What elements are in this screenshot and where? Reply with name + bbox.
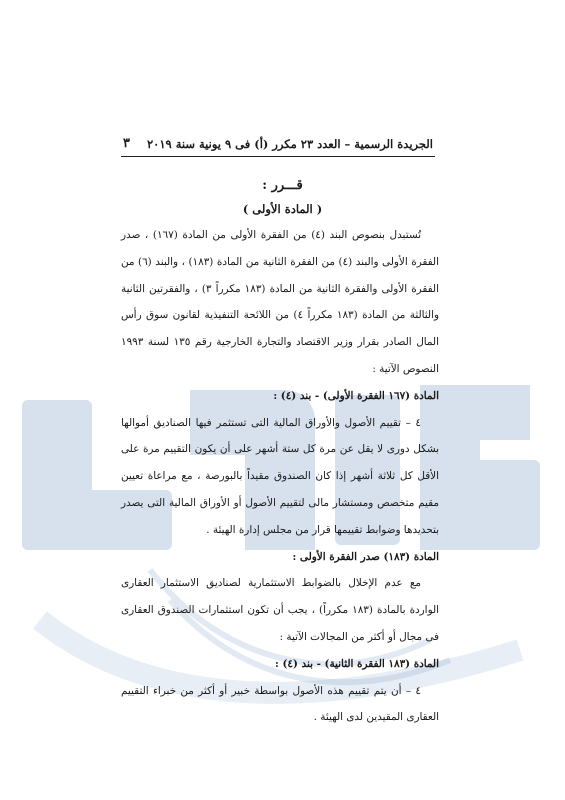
paragraph: ٤ – أن يتم تقييم هذه الأصول بواسطة خبير أو أكثر من خبراء التقييم العقارى المقيدين لدى الهيئة . [121, 684, 439, 724]
paragraph: تُستبدل بنصوص البند (٤) من الفقرة الأولى من المادة (١٦٧) ، صدر الفقرة الأولى والبند (٤) من الفقرة الثانية من المادة (١٨٣) ، والبند (٦) من الفقرة الأولى والفقرة الثانية من المادة (١٨٣ مكرراً ٣) ، والفقرتين الثانية والثالثة من المادة (١٨٣ مكرراً ٤) من اللائحة التنفيذية لقانون سوق رأس المال الصادر بقرار وزير الاقتصاد والتجارة الخارجية رقم ١٣٥ لسنة ١٩٩٣ النصوص الآتية : [121, 229, 439, 375]
running-header [123, 136, 433, 151]
article-heading: المادة (١٦٧ الفقرة الأولى) - بند (٤) : [273, 389, 439, 402]
article-heading: المادة (١٨٣ الفقرة الثانية) - بند (٤) : [275, 657, 439, 670]
gazette-issue-title: الجريدة الرسمية – العدد ٢٣ مكرر (أ) فى ٩ يونية سنة ٢٠١٩ [147, 136, 433, 151]
article-heading: المادة (١٨٣) صدر الفقرة الأولى : [292, 550, 439, 563]
header-divider [121, 156, 435, 157]
paragraph: ٤ – تقييم الأصول والأوراق المالية التى تستثمر فيها الصناديق أموالها بشكل دورى لا يقل عن مرة كل ستة أشهر على أن يكون التقييم مرة على الأقل كل ثلاثة أشهر إذا كان الصندوق مقيداً بالبورصة ، مع مراعاة تعيين مقيم متخصص ومستشار مالى لتقييم الأصول أو الأوراق المالية التى يصدر بتحديدها وضوابط تقييمها قرار من مجلس إدارة الهيئة . [121, 416, 439, 536]
document-body [121, 222, 439, 731]
page-number: ٣ [123, 136, 130, 151]
decision-title: قـــرر : [262, 178, 303, 193]
article-one-title: ( المادة الأولى ) [242, 202, 323, 216]
paragraph: مع عدم الإخلال بالضوابط الاستثمارية لصناديق الاستثمار العقارى الواردة بالمادة (١٨٣ مكرراً) ، يجب أن تكون استثمارات الصندوق العقارى فى مجال أو أكثر من المجالات الآتية : [121, 577, 439, 643]
